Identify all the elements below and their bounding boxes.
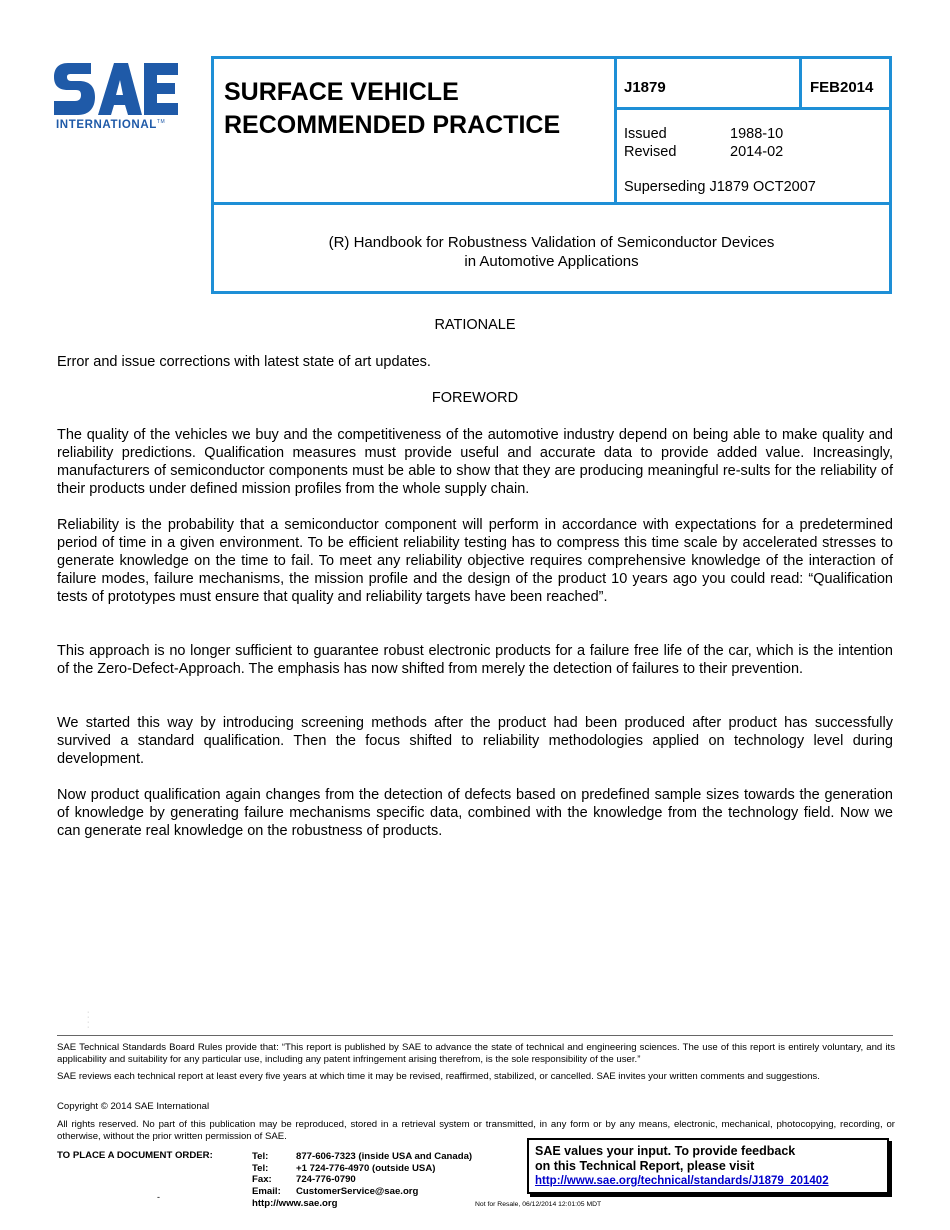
rights-text: All rights reserved. No part of this publication may be reproduced, stored in a retrieval system or transmitted, in any form or by any means, electronic, mechanical, photocopying, recording, or otherwise, without the prior written permission of SAE. [57, 1119, 895, 1142]
issued-value: 1988-10 [730, 126, 784, 142]
margin-mark: - [157, 1192, 160, 1202]
brand-wordmark: INTERNATIONAL™ [56, 119, 166, 131]
tel-value: +1 724-776-4970 (outside USA) [296, 1162, 436, 1174]
divider [799, 59, 802, 109]
tel-label: Tel: [252, 1151, 269, 1162]
foreword-paragraph: This approach is no longer sufficient to guarantee robust electronic products for a failure free life of the car, which is the intention of the Zero-Defect-Approach. The emphasis has now shifted from merely the detection of failures to their prevention. [57, 643, 893, 677]
feedback-text: on this Technical Report, please visit [535, 1159, 755, 1173]
feedback-text: SAE values your input. To provide feedback [535, 1144, 796, 1158]
foreword-paragraph: The quality of the vehicles we buy and the competitiveness of the automotive industry depend on being able to make quality and reliability predictions. Qualification measures must provide useful and accurate data to provide added value. Increasingly, manufacturers of semiconductor components must be able to show that they are producing meaningful re-sults for the reliability of their products under defined mission profiles from the whole supply chain. [57, 427, 893, 497]
divider [614, 59, 617, 204]
rationale-heading: RATIONALE [434, 317, 516, 333]
contact-values [296, 1151, 472, 1197]
title-line: (R) Handbook for Robustness Validation of Semiconductor Devices [328, 234, 775, 251]
fax-label: Fax: [252, 1174, 272, 1186]
rationale-text: Error and issue corrections with latest state of art updates. [57, 354, 431, 370]
order-label: TO PLACE A DOCUMENT ORDER: [57, 1150, 213, 1161]
document-header-frame [211, 56, 892, 294]
tel-value: 877-606-7323 (inside USA and Canada) [296, 1151, 473, 1162]
foreword-paragraph: We started this way by introducing screening methods after the product had been produced after product has successfully survived a standard qualification. Then the focus shifted to reliability methodologies applied on technology level during development. [57, 715, 893, 767]
foreword-paragraph: Now product qualification again changes from the detection of defects based on predefined sample sizes towards the generation of knowledge by generating failure mechanisms specific data, combined with the knowledge from the technology field. Now we can generate real knowledge on the robustness of products. [57, 787, 893, 839]
review-text: SAE reviews each technical report at least every five years at which time it may be revised, reaffirmed, stabilized, or cancelled. SAE invites your written comments and suggestions. [57, 1071, 820, 1082]
email-label: Email: [252, 1185, 281, 1197]
board-rules-text: SAE Technical Standards Board Rules provide that: “This report is published by SAE to advance the state of technical and engineering sciences. The use of this report is entirely voluntary, and its applicability and suitability for any particular use, including any patent infringement arising therefrom, is the sole responsibility of the user.” [57, 1042, 895, 1065]
email-link[interactable]: CustomerService@sae.org [296, 1185, 419, 1197]
divider [614, 107, 889, 110]
contact-labels [252, 1151, 281, 1197]
margin-mark: · · · · [87, 1009, 90, 1031]
fax-value: 724-776-0790 [296, 1174, 356, 1186]
website-link[interactable]: http://www.sae.org [252, 1198, 338, 1209]
document-date: FEB2014 [810, 79, 874, 96]
revised-value: 2014-02 [730, 144, 784, 160]
revised-label: Revised [624, 144, 677, 160]
issued-label: Issued [624, 126, 667, 142]
title-line: in Automotive Applications [464, 253, 639, 270]
footer-divider [57, 1035, 893, 1036]
issue-dates [624, 125, 783, 161]
feedback-box [527, 1138, 889, 1194]
document-type-line: RECOMMENDED PRACTICE [224, 111, 561, 139]
feedback-link[interactable]: http://www.sae.org/technical/standards/J1879_201402 [535, 1175, 829, 1187]
resale-note: Not for Resale, 06/12/2014 12:01:05 MDT [475, 1201, 602, 1208]
document-title [214, 233, 889, 271]
superseding-note: Superseding J1879 OCT2007 [624, 179, 816, 195]
document-type-line: SURFACE VEHICLE [224, 78, 459, 106]
foreword-paragraph: Reliability is the probability that a semiconductor component will perform in accordance with expectations for a predetermined period of time in a given environment. To be efficient reliability testing has to compress this time scale by accelerated stresses to generate knowledge on the time to fail. To meet any reliability objective requires comprehensive knowledge of the interaction of failure modes, failure mechanisms, the mission profile and the design of the product 10 years ago you could read: “Qualification tests of prototypes must ensure that quality and reliability targets have been reached”. [57, 517, 893, 605]
document-number: J1879 [624, 79, 666, 96]
document-type [224, 76, 560, 142]
foreword-heading: FOREWORD [431, 390, 519, 406]
divider [214, 202, 889, 205]
tel-label: Tel: [252, 1162, 269, 1174]
copyright-text: Copyright © 2014 SAE International [57, 1101, 210, 1112]
